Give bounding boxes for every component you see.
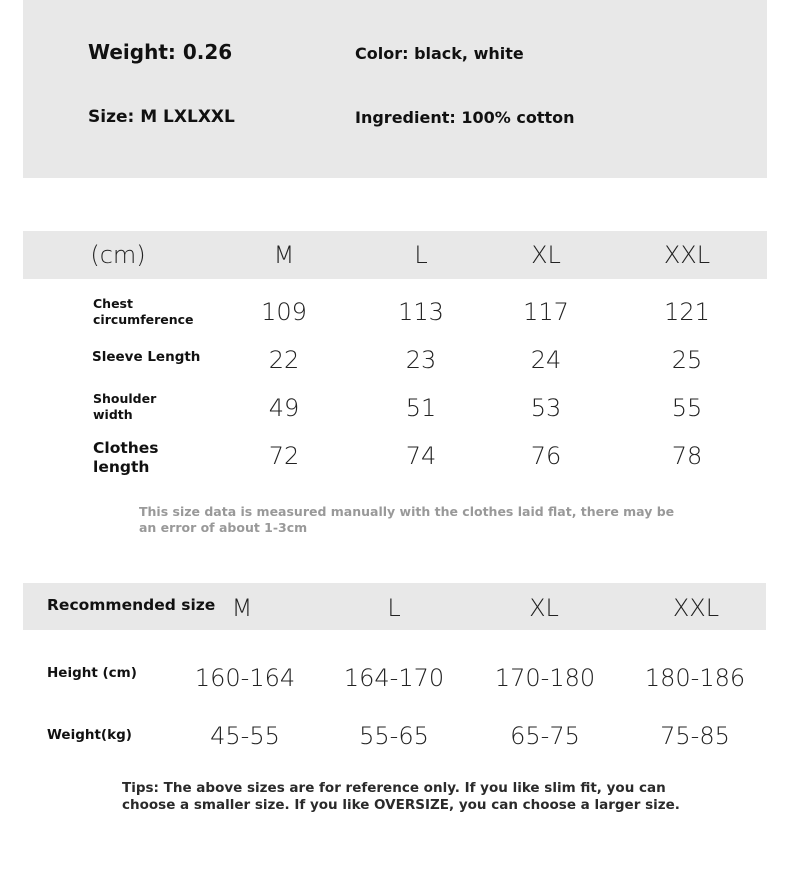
table-cell: 117 (523, 298, 569, 326)
size-info: Size: M LXLXXL (88, 107, 235, 127)
recommend-size-xl: XL (529, 594, 559, 622)
row-label-line: circumference (93, 312, 194, 327)
row-label-sleeve (92, 349, 200, 365)
table-cell: 51 (405, 394, 437, 422)
row-label-line: width (93, 407, 133, 422)
size-header-m: M (273, 241, 295, 269)
table-cell: 78 (671, 442, 703, 470)
table-cell: 25 (671, 346, 703, 374)
row-label-line: Shoulder (93, 391, 157, 406)
table-cell: 74 (405, 442, 437, 470)
row-label-line: Clothes (93, 439, 159, 457)
table-cell: 180-186 (644, 664, 746, 692)
product-info-panel (23, 0, 767, 178)
row-label-line: length (93, 458, 150, 476)
table-cell: 164-170 (343, 664, 445, 692)
measurement-note: This size data is measured manually with the clothes laid flat, there may be an error of about 1-3cm (139, 504, 675, 535)
table-cell: 45-55 (210, 722, 280, 750)
color-info: Color: black, white (355, 44, 524, 63)
tips-text: Tips: The above sizes are for reference only. If you like slim fit, you can choose a smaller size. If you like OVERSIZE, you can choose a larger size. (122, 780, 680, 813)
row-label-shoulder (93, 391, 156, 423)
table-cell: 55 (671, 394, 703, 422)
table-cell: 53 (530, 394, 562, 422)
size-header-l: L (414, 241, 428, 269)
table-cell: 170-180 (494, 664, 596, 692)
table-cell: 76 (530, 442, 562, 470)
recommend-label-weight: Weight(kg) (47, 727, 132, 743)
recommend-size-l: L (387, 594, 401, 622)
row-label-clothes-length (93, 439, 159, 477)
table-cell: 49 (268, 394, 300, 422)
row-label-line: Chest (93, 296, 133, 311)
table-cell: 65-75 (510, 722, 580, 750)
table-cell: 75-85 (660, 722, 730, 750)
table-cell: 109 (261, 298, 307, 326)
recommend-title: Recommended size (47, 596, 216, 614)
table-cell: 24 (530, 346, 562, 374)
table-cell: 55-65 (359, 722, 429, 750)
table-cell: 121 (664, 298, 710, 326)
recommend-size-m: M (231, 594, 253, 622)
ingredient-info: Ingredient: 100% cotton (355, 108, 575, 127)
unit-header: (cm) (90, 241, 146, 269)
table-cell: 160-164 (194, 664, 296, 692)
table-cell: 22 (268, 346, 300, 374)
table-cell: 72 (268, 442, 300, 470)
recommend-label-height: Height (cm) (47, 665, 137, 681)
size-header-xl: XL (531, 241, 561, 269)
recommend-size-xxl: XXL (672, 594, 720, 622)
size-header-xxl: XXL (663, 241, 711, 269)
table-cell: 113 (398, 298, 444, 326)
row-label-chest (93, 296, 194, 328)
table-cell: 23 (405, 346, 437, 374)
row-label-line: Sleeve Length (92, 349, 201, 365)
weight-info: Weight: 0.26 (88, 40, 233, 64)
